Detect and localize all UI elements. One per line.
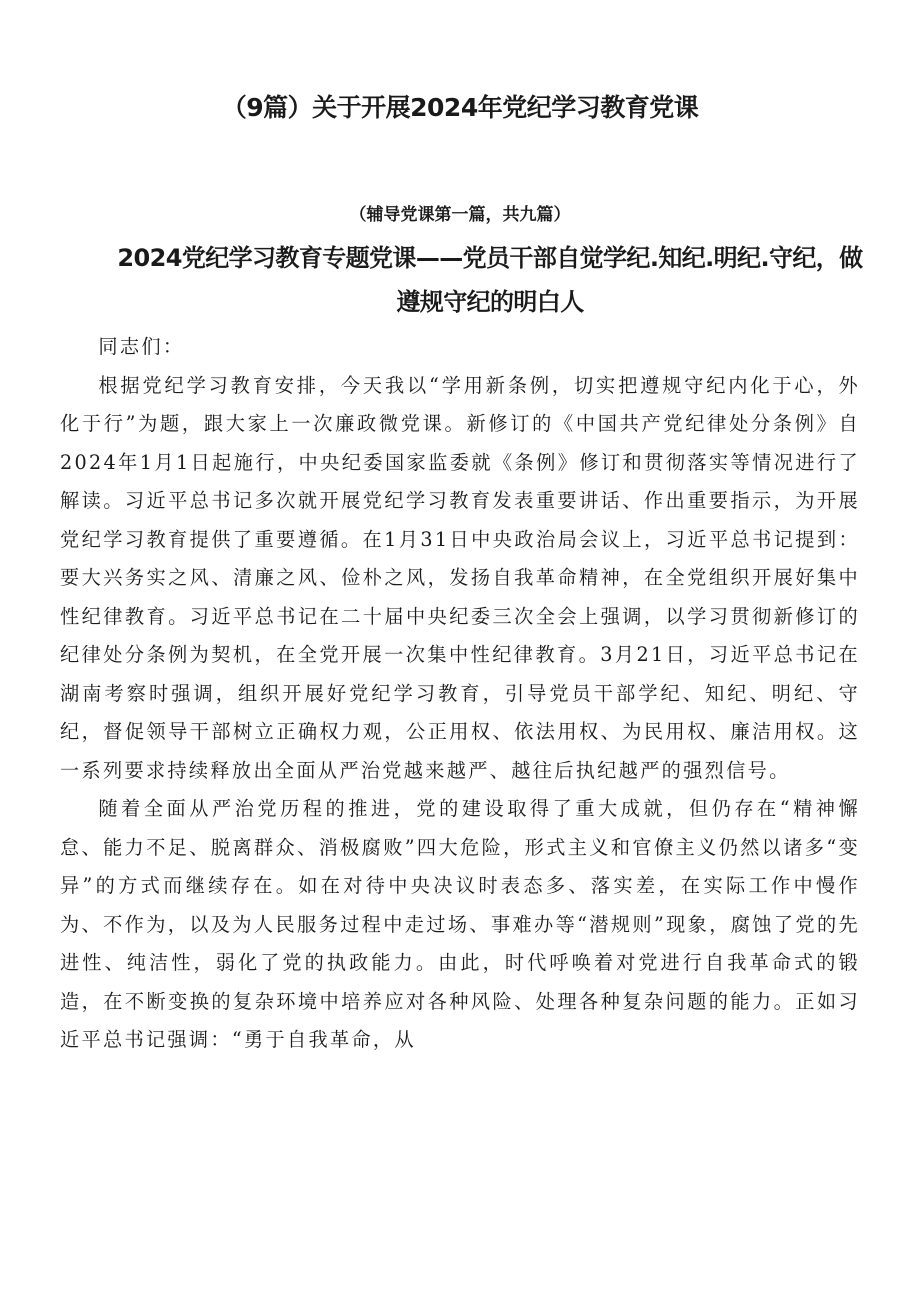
- body-paragraph-2: 随着全面从严治党历程的推进，党的建设取得了重大成就，但仍存在“精神懈怠、能力不足、脱离群众、消极腐败”四大危险，形式主义和官僚主义仍然以诸多“变异”的方式而继续存在。如在对待中央决议时表态多、落实差，在实际工作中慢作为、不作为，以及为人民服务过程中走过场、事难办等“潜规则”现象，腐蚀了党的先进性、纯洁性，弱化了党的执政能力。由此，时代呼唤着对党进行自我革命式的锻造，在不断变换的复杂环境中培养应对各种风险、处理各种复杂问题的能力。正如习近平总书记强调：“勇于自我革命，从: [60, 797, 860, 1051]
- body-paragraph-1: 根据党纪学习教育安排，今天我以“学用新条例，切实把遵规守纪内化于心，外化于行”为题，跟大家上一次廉政微党课。新修订的《中国共产党纪律处分条例》自2024年1月1日起施行，中央纪委国家监委就《条例》修订和贯彻落实等情况进行了解读。习近平总书记多次就开展党纪学习教育发表重要讲话、作出重要指示，为开展党纪学习教育提供了重要遵循。在1月31日中央政治局会议上，习近平总书记提到：要大兴务实之风、清廉之风、俭朴之风，发扬自我革命精神，在全党组织开展好集中性纪律教育。习近平总书记在二十届中央纪委三次全会上强调，以学习贯彻新修订的纪律处分条例为契机，在全党开展一次集中性纪律教育。3月21日，习近平总书记在湖南考察时强调，组织开展好党纪学习教育，引导党员干部学纪、知纪、明纪、守纪，督促领导干部树立正确权力观，公正用权、依法用权、为民用权、廉洁用权。这一系列要求持续释放出全面从严治党越来越严、越往后执纪越严的强烈信号。: [60, 373, 860, 782]
- document-subtitle: （辅导党课第一篇，共九篇）: [349, 205, 571, 225]
- document-title: （9篇）关于开展2024年党纪学习教育党课: [221, 93, 699, 122]
- lesson-title: 2024党纪学习教育专题党课——党员干部自觉学纪.知纪.明纪.守纪，做遵规守纪的明白人: [117, 244, 863, 316]
- document-body: [60, 328, 860, 1060]
- salutation: 同志们：: [98, 335, 185, 358]
